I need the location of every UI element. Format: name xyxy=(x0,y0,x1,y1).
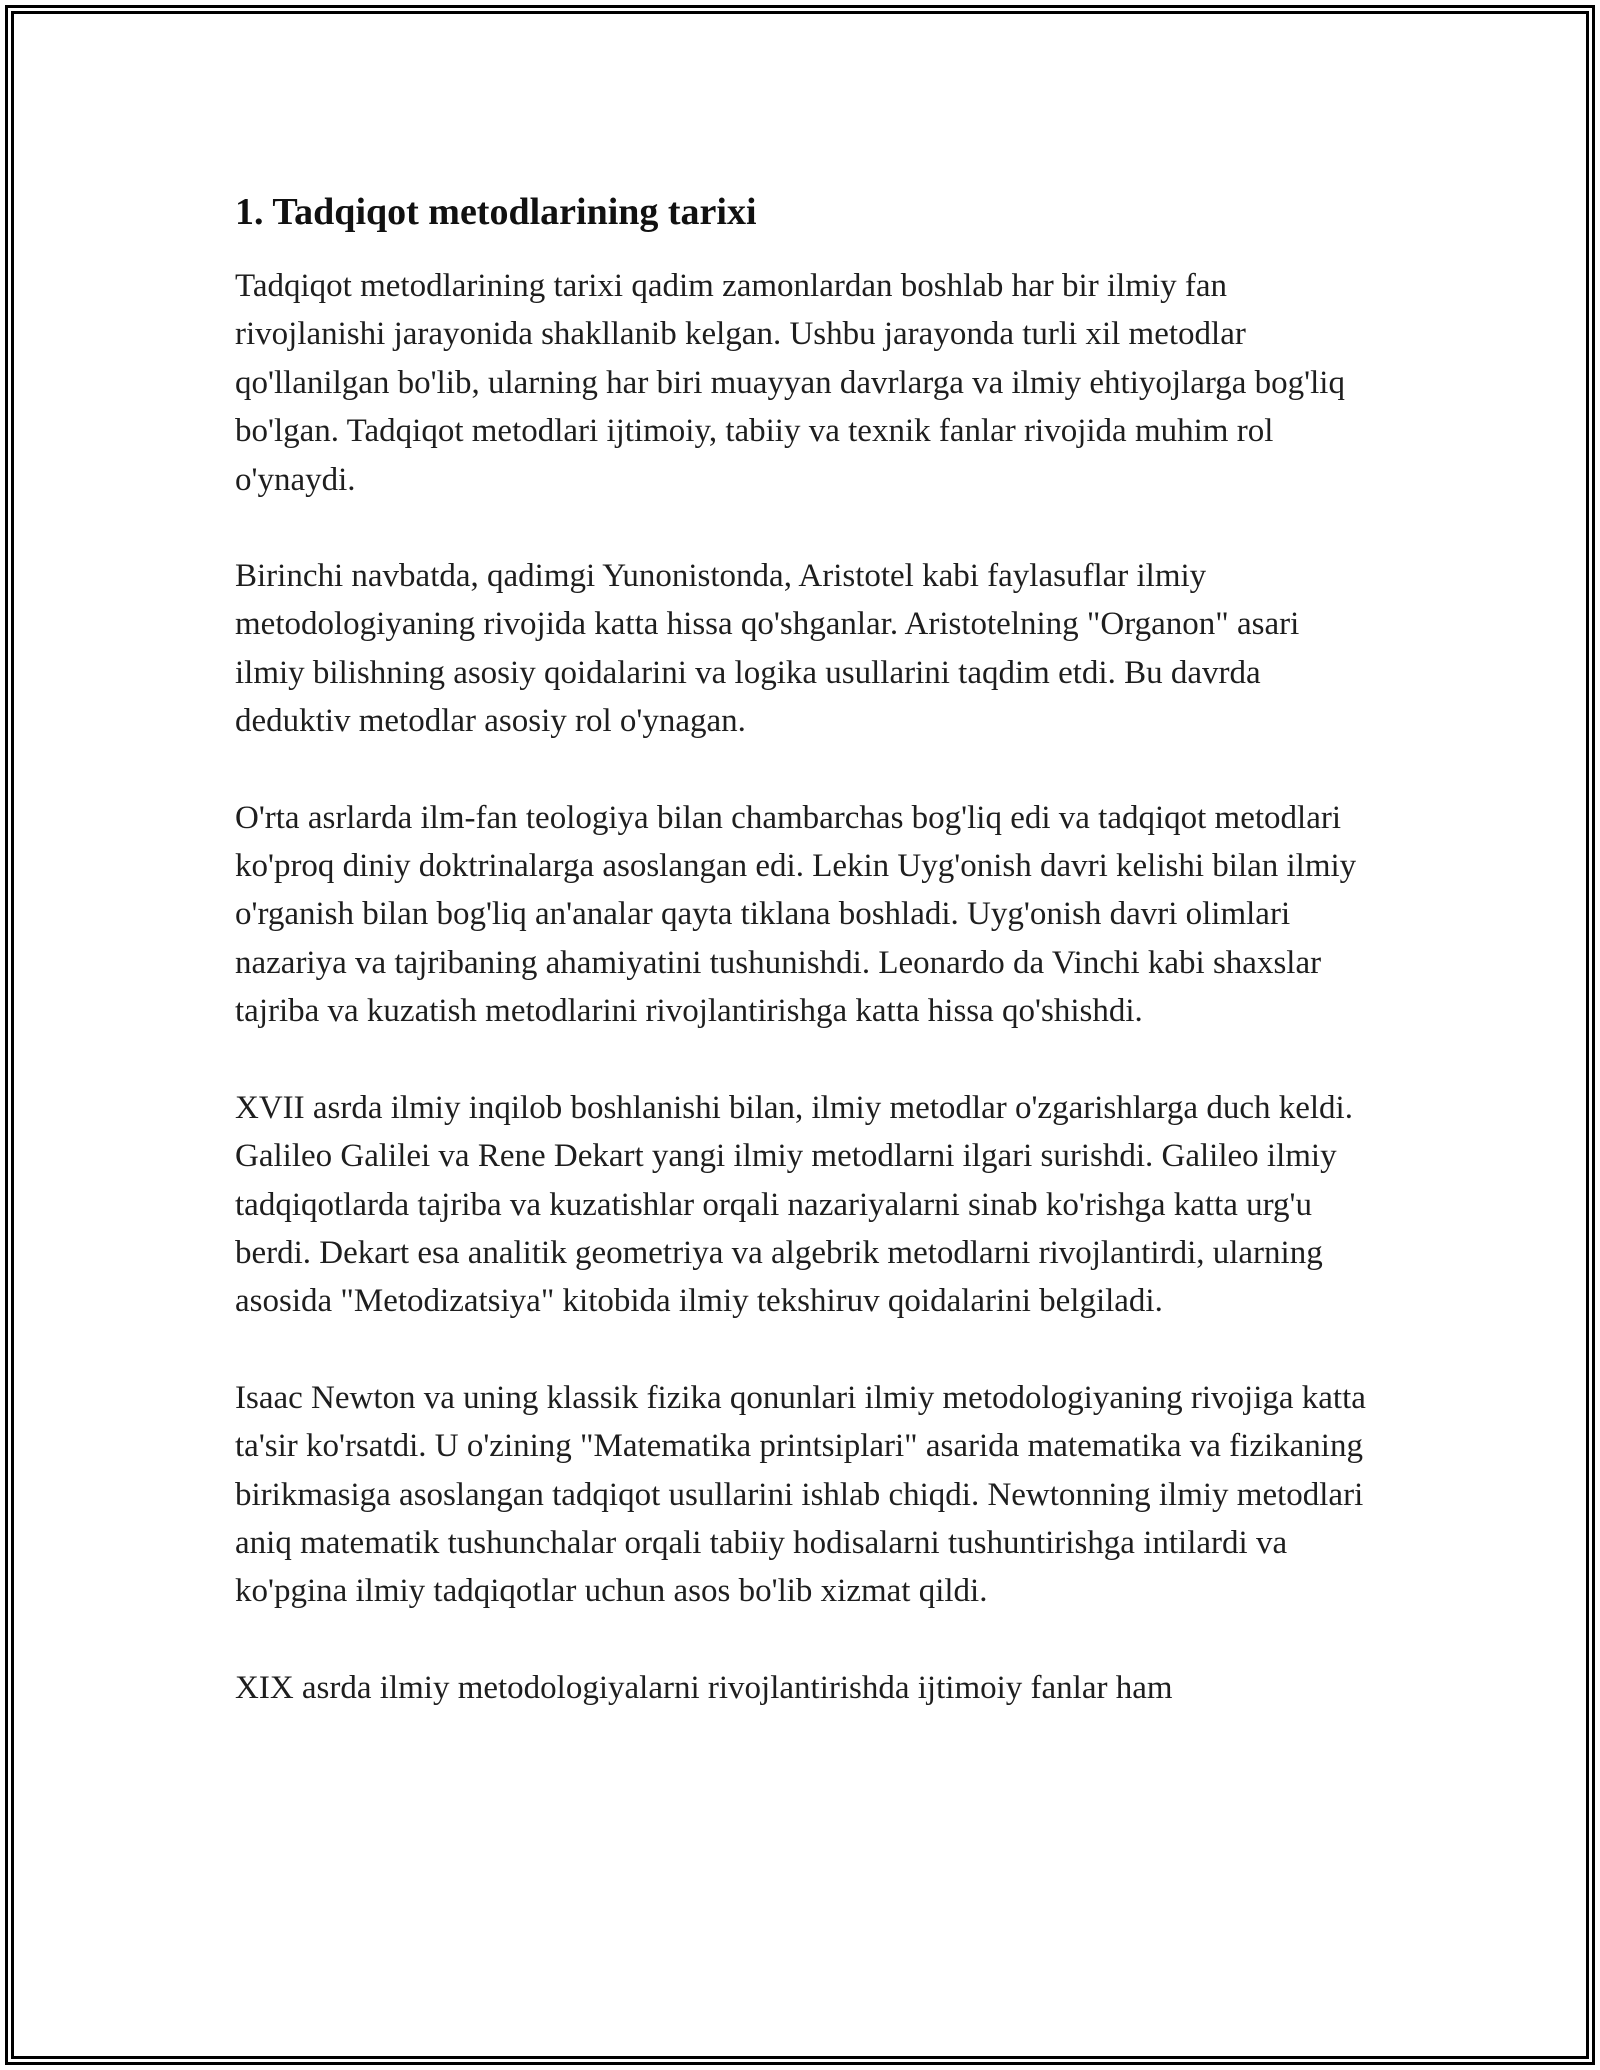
document-body xyxy=(235,188,1370,1760)
paragraph-newton: Isaac Newton va uning klassik fizika qonunlari ilmiy metodologiyaning rivojiga katta ta'sir ko'rsatdi. U o'zining "Matematika printsiplari" asarida matematika va fizikaning birikmasiga asoslangan tadqiqot usullarini ishlab chiqdi. Newtonning ilmiy metodlari aniq matematik tushunchalar orqali tabiiy hodisalarni tushuntirishga intilardi va ko'pgina ilmiy tadqiqotlar uchun asos bo'lib xizmat qildi. xyxy=(235,1379,1366,1610)
paragraph-17th-century: XVII asrda ilmiy inqilob boshlanishi bilan, ilmiy metodlar o'zgarishlarga duch keldi. Galileo Galilei va Rene Dekart yangi ilmiy metodlarni ilgari surishdi. Galileo ilmiy tadqiqotlarda tajriba va kuzatishlar orqali nazariyalarni sinab ko'rishga katta urg'u berdi. Dekart esa analitik geometriya va algebrik metodlarni rivojlantirdi, ularning asosida "Metodizatsiya" kitobida ilmiy tekshiruv qoidalarini belgiladi. xyxy=(235,1089,1353,1320)
paragraph-ancient-greece: Birinchi navbatda, qadimgi Yunonistonda, Aristotel kabi faylasuflar ilmiy metodologiyaning rivojida katta hissa qo'shganlar. Aristotelning "Organon" asari ilmiy bilishning asosiy qoidalarini va logika usullarini taqdim etdi. Bu davrda deduktiv metodlar asosiy rol o'ynagan. xyxy=(235,558,1300,740)
paragraph-intro: Tadqiqot metodlarining tarixi qadim zamonlardan boshlab har bir ilmiy fan rivojlanishi jarayonida shakllanib kelgan. Ushbu jarayonda turli xil metodlar qo'llanilgan bo'lib, ularning har biri muayyan davrlarga va ilmiy ehtiyojlarga bog'liq bo'lgan. Tadqiqot metodlari ijtimoiy, tabiiy va texnik fanlar rivojida muhim rol o'ynaydi. xyxy=(235,268,1345,498)
paragraph-19th-century: XIX asrda ilmiy metodologiyalarni rivojlantirishda ijtimoiy fanlar ham xyxy=(235,1669,1173,1706)
paragraph-middle-ages: O'rta asrlarda ilm-fan teologiya bilan chambarchas bog'liq edi va tadqiqot metodlari ko'proq diniy doktrinalarga asoslangan edi. Lekin Uyg'onish davri kelishi bilan ilmiy o'rganish bilan bog'liq an'analar qayta tiklana boshladi. Uyg'onish davri olimlari nazariya va tajribaning ahamiyatini tushunishdi. Leonardo da Vinchi kabi shaxslar tajriba va kuzatish metodlarini rivojlantirishga katta hissa qo'shishdi. xyxy=(235,799,1357,1030)
section-heading: 1. Tadqiqot metodlarining tarixi xyxy=(235,191,757,233)
